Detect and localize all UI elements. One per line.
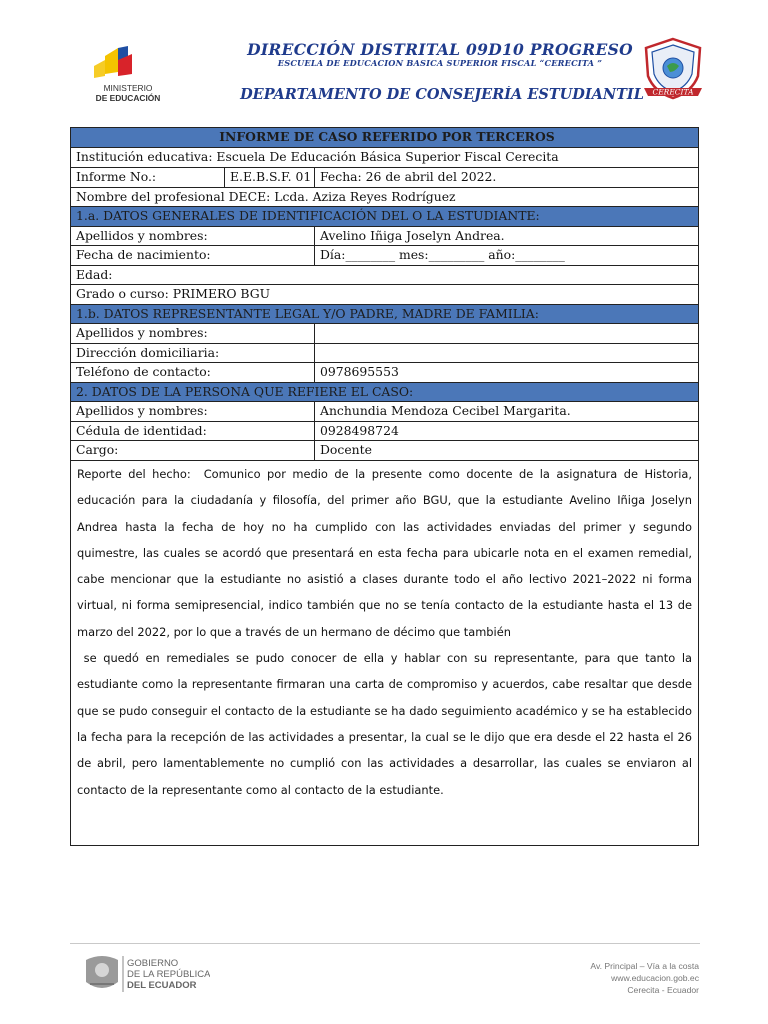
report-number-row: [71, 168, 698, 188]
referrer-role-value: Docente: [320, 442, 372, 457]
referrer-name-value: Anchundia Mendoza Cecibel Margarita.: [320, 403, 571, 418]
professional-row: [71, 188, 698, 207]
footer-divider: [70, 943, 700, 944]
referrer-id-value: 0928498724: [320, 423, 399, 438]
report-text-1: Comunico por medio de la presente como docente de la asignatura de Historia, educación para la ciudadanía y filosofía, del primer año BGU, que la estudiante Avelino Iñiga Joselyn Andrea hasta la fecha de hoy no ha cumplido con las actividades enviadas del primer y segundo quimestre, las cuales se acordó que presentará en esta fecha para ubicarle nota en el examen remedial, cabe mencionar que la estudiante no asistió a clases durante todo el año lectivo 2021–2022 ni forma virtual, ni forma semipresencial, indico también que no se tenía contacto de la estudiante hasta el 13 de marzo del 2022, por lo que a través de un hermano de décimo que también: [77, 467, 692, 639]
gov-logo-line-2: DE LA REPÚBLICA: [127, 969, 210, 980]
representative-phone-label: Teléfono de contacto:: [71, 363, 315, 382]
representative-name-row: [71, 324, 698, 344]
section-1a-heading: 1.a. DATOS GENERALES DE IDENTIFICACIÓN DEL O LA ESTUDIANTE:: [76, 208, 540, 223]
report-label: Reporte del hecho:: [77, 467, 191, 481]
school-name: ESCUELA DE EDUCACION BASICA SUPERIOR FISCAL “CERECITA ”: [277, 58, 603, 68]
referrer-id-row: [71, 422, 698, 441]
age-row: [71, 266, 698, 285]
form-title-row: [71, 128, 698, 148]
section-1b-row: [71, 305, 698, 324]
footer-address: Av. Principal – Vía a la costa: [590, 961, 699, 971]
representative-name-label: Apellidos y nombres:: [71, 324, 315, 343]
representative-address-value: [315, 344, 698, 362]
birth-date-label: Fecha de nacimiento:: [71, 246, 315, 265]
section-1b-heading: 1.b. DATOS REPRESENTANTE LEGAL Y/O PADRE, MADRE DE FAMILIA:: [76, 306, 539, 321]
student-name-label: Apellidos y nombres:: [71, 227, 315, 245]
ministry-logo-line-1: MINISTERIO: [103, 83, 153, 93]
form-title: INFORME DE CASO REFERIDO POR TERCEROS: [219, 129, 555, 144]
report-number-label: Informe No.:: [71, 168, 225, 187]
ministry-logo-line-2: DE EDUCACIÓN: [95, 93, 161, 103]
report-date: Fecha: 26 de abril del 2022.: [320, 169, 497, 184]
professional-text: Nombre del profesional DECE: Lcda. Aziza Reyes Rodríguez: [76, 189, 456, 204]
school-crest-logo: [640, 36, 706, 104]
report-number-value: E.E.B.S.F. 01: [225, 168, 315, 187]
footer-location: Cerecita - Ecuador: [627, 985, 699, 995]
incident-report: [71, 461, 698, 803]
government-of-ecuador-logo: [80, 952, 210, 996]
referrer-name-row: [71, 402, 698, 422]
institution-row: [71, 148, 698, 168]
birth-date-value: Día:________ mes:_________ año:________: [320, 247, 565, 262]
student-name-value: Avelino Iñiga Joselyn Andrea.: [320, 228, 505, 243]
age-label: Edad:: [76, 267, 113, 282]
gov-logo-line-3: DEL ECUADOR: [127, 980, 197, 991]
referrer-role-label: Cargo:: [71, 441, 315, 460]
gov-logo-line-1: GOBIERNO: [127, 958, 179, 969]
student-name-row: [71, 227, 698, 246]
footer-website[interactable]: www.educacion.gob.ec: [611, 973, 699, 983]
section-2-row: [71, 383, 698, 402]
representative-address-label: Dirección domiciliaria:: [71, 344, 315, 362]
referrer-role-row: [71, 441, 698, 461]
report-paragraph-1: [77, 461, 692, 645]
school-logo-text: CERECITA: [652, 87, 694, 97]
report-paragraph-2: se quedó en remediales se pudo conocer de ella y hablar con su representante, para que tanto la estudiante como la representante firmaran una carta de compromiso y acuerdos, cabe resaltar que desde que se pudo conseguir el contacto de la estudiante se ha dado seguimiento académico y se ha establecido la fecha para la recepción de las actividades a presentar, la cual se le dijo que era desde el 22 hasta el 26 de abril, pero lamentablemente no cumplió con las actividades a desarrollar, las cuales se enviaron al contacto de la representante como al contacto de la estudiante.: [77, 651, 692, 797]
department-title: DEPARTAMENTO DE CONSEJERÍA ESTUDIANTIL: [240, 86, 644, 103]
district-title: DIRECCIÓN DISTRITAL 09D10 PROGRESO: [247, 40, 633, 59]
grade-row: [71, 285, 698, 305]
representative-phone-row: [71, 363, 698, 383]
section-2-heading: 2. DATOS DE LA PERSONA QUE REFIERE EL CASO:: [76, 384, 414, 399]
section-1a-row: [71, 207, 698, 227]
referrer-name-label: Apellidos y nombres:: [71, 402, 315, 421]
institution-text: Institución educativa: Escuela De Educación Básica Superior Fiscal Cerecita: [76, 149, 559, 164]
representative-address-row: [71, 344, 698, 363]
grade-text: Grado o curso: PRIMERO BGU: [76, 286, 271, 301]
representative-phone-value: 0978695553: [320, 364, 399, 379]
footer-contact: [500, 960, 699, 996]
case-report-form: [70, 127, 699, 846]
ministry-of-education-logo: [72, 44, 182, 106]
birth-date-row: [71, 246, 698, 266]
representative-name-value: [315, 324, 698, 343]
referrer-id-label: Cédula de identidad:: [71, 422, 315, 440]
